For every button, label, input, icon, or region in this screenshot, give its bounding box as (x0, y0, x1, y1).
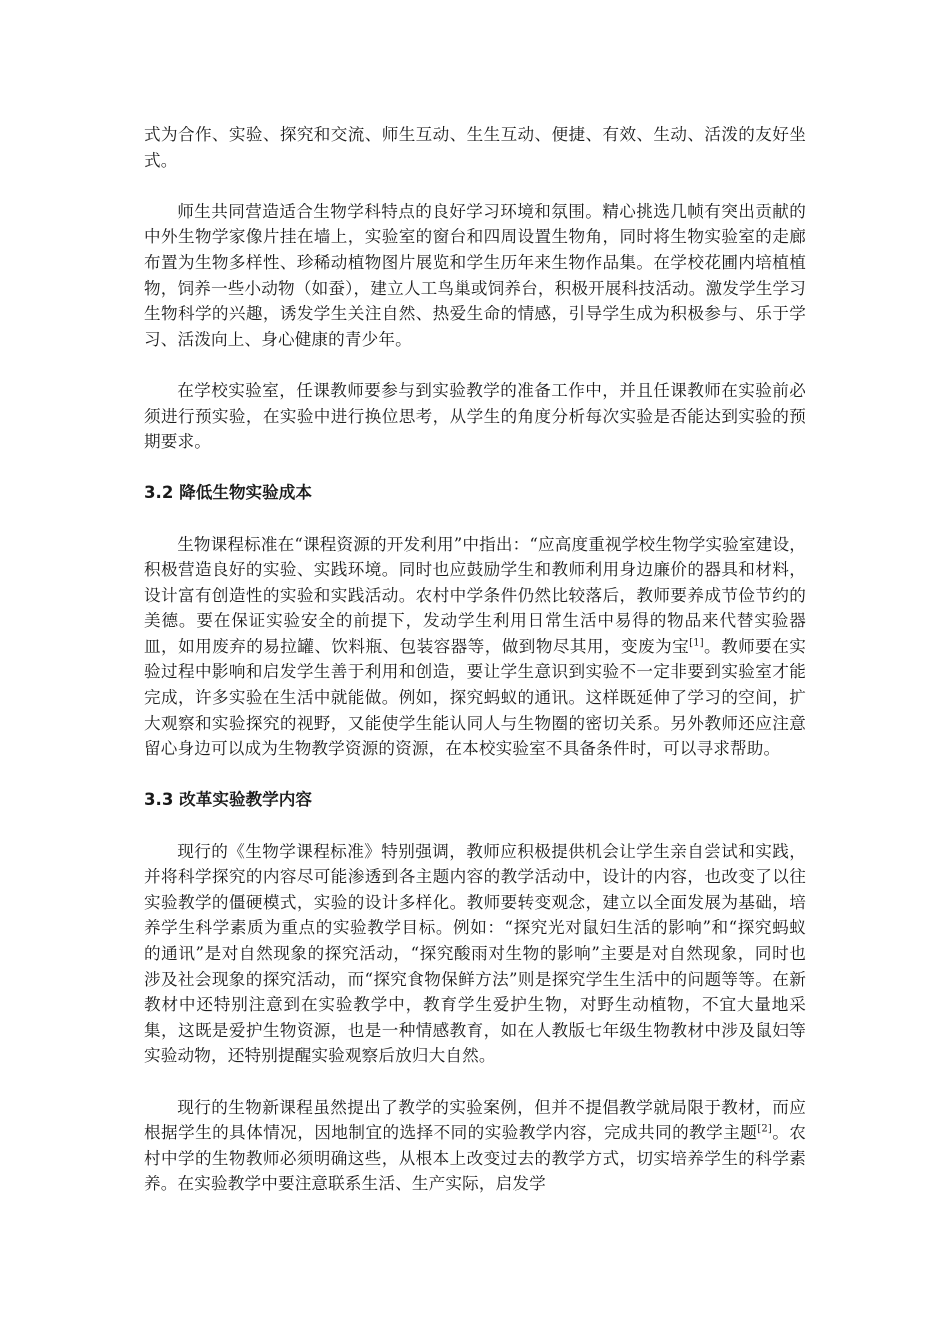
paragraph-gap (144, 506, 806, 532)
paragraph-seating: 式为合作、实验、探究和交流、师生互动、生生互动、便捷、有效、生动、活泼的友好坐式。 (144, 125, 806, 170)
paragraph-text: 。教师要在实验过程中影响和启发学生善于利用和创造，要让学生意识到实验不一定非要到实验室才能完成，许多实验在生活中就能做。例如，探究蚂蚁的通讯。这样既延伸了学习的空间，扩大观察和实验探究的视野，又能使学生能认同人与生物圈的密切关系。另外教师还应注意留心身边可以成为生物教学资源的资源，在本校实验室不具备条件时，可以寻求帮助。 (144, 636, 806, 759)
paragraph-new-curriculum (144, 1095, 806, 1197)
paragraph-text: 。农村中学的生物教师必须明确这些，从根本上改变过去的教学方式，切实培养学生的科学素养。在实验教学中要注意联系生活、生产实际，启发学 (144, 1123, 806, 1194)
citation-2: [2] (757, 1123, 772, 1135)
paragraph-text: 现行的生物新课程虽然提出了教学的实验案例，但并不提倡教学就局限于教材，而应根据学生的具体情况，因地制宜的选择不同的实验教学内容，完成共同的教学主题 (144, 1097, 806, 1143)
paragraph-gap (144, 352, 806, 378)
section-heading-3-2: 3.2 降低生物实验成本 (144, 483, 312, 503)
paragraph-curriculum-standard: 现行的《生物学课程标准》特别强调，教师应积极提供机会让学生亲自尝试和实践，并将科学探究的内容尽可能渗透到各主题内容的教学活动中，设计的内容，也改变了以往实验教学的僵硬模式，实验的设计多样化。教师要转变观念，建立以全面发展为基础，培养学生科学素质为重点的实验教学目标。例如：“探究光对鼠妇生活的影响”和“探究蚂蚁的通讯”是对自然现象的探究活动，“探究酸雨对生物的影响”主要是对自然现象，同时也涉及社会现象的探究活动，而“探究食物保鲜方法”则是探究学生生活中的问题等等。在新教材中还特别注意到在实验教学中，教育学生爱护生物，对野生动植物，不宜大量地采集，这既是爱护生物资源，也是一种情感教育，如在人教版七年级生物教材中涉及鼠妇等实验动物，还特别提醒实验观察后放归大自然。 (144, 841, 806, 1066)
section-heading-3-3: 3.3 改革实验教学内容 (144, 790, 312, 810)
paragraph-text: 生物课程标准在“课程资源的开发利用”中指出：“应高度重视学校生物学实验室建设，积极营造良好的实验、实践环境。同时也应鼓励学生和教师利用身边廉价的器具和材料，设计富有创造性的实验和实践活动。农村中学条件仍然比较落后，教师要养成节俭节约的美德。要在保证实验安全的前提下，发动学生利用日常生活中易得的物品来代替实验器皿，如用废弃的易拉罐、饮料瓶、包装容器等，做到物尽其用，变废为宝 (144, 534, 806, 656)
paragraph-reduce-cost (144, 532, 806, 762)
paragraph-gap (144, 173, 806, 199)
citation-1: [1] (689, 637, 704, 649)
paragraph-gap (144, 455, 806, 481)
document-page (144, 122, 806, 1197)
paragraph-gap (144, 1069, 806, 1095)
paragraph-gap (144, 762, 806, 788)
paragraph-pre-experiment: 在学校实验室，任课教师要参与到实验教学的准备工作中，并且任课教师在实验前必须进行预实验，在实验中进行换位思考，从学生的角度分析每次实验是否能达到实验的预期要求。 (144, 380, 806, 452)
paragraph-gap (144, 813, 806, 839)
paragraph-environment: 师生共同营造适合生物学科特点的良好学习环境和氛围。精心挑选几帧有突出贡献的中外生物学家像片挂在墙上，实验室的窗台和四周设置生物角，同时将生物实验室的走廊布置为生物多样性、珍稀动植物图片展览和学生历年来生物作品集。在学校花圃内培植植物，饲养一些小动物（如蚕），建立人工鸟巢或饲养台，积极开展科技活动。激发学生学习生物科学的兴趣，诱发学生关注自然、热爱生命的情感，引导学生成为积极参与、乐于学习、活泼向上、身心健康的青少年。 (144, 201, 806, 349)
